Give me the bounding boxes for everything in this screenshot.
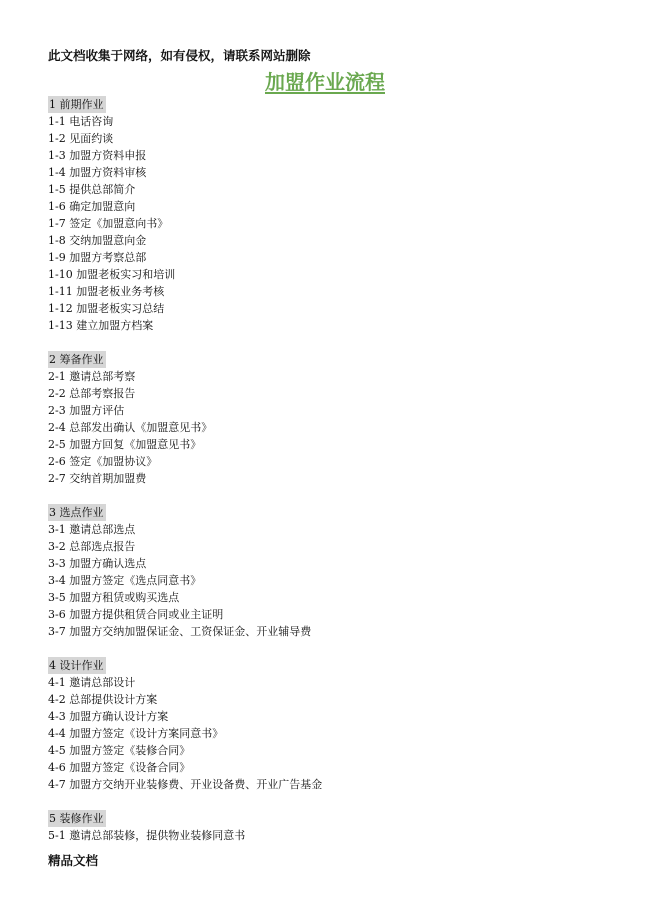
step-item: 1-10 加盟老板实习和培训 <box>48 268 176 281</box>
section-heading: 4 设计作业 <box>49 659 104 672</box>
step-item: 2-7 交纳首期加盟费 <box>48 472 147 485</box>
step-item: 3-1 邀请总部选点 <box>48 523 136 536</box>
header-note: 此文档收集于网络，如有侵权，请联系网站删除 <box>48 48 311 63</box>
step-item: 4-1 邀请总部设计 <box>48 676 136 689</box>
section-preliminary <box>48 96 608 334</box>
step-item: 1-13 建立加盟方档案 <box>48 319 154 332</box>
step-item: 2-1 邀请总部考察 <box>48 370 136 383</box>
document-title: 加盟作业流程 <box>265 70 385 94</box>
section-site-selection <box>48 504 608 640</box>
step-item: 2-2 总部考察报告 <box>48 387 136 400</box>
step-item: 1-7 签定《加盟意向书》 <box>48 217 169 230</box>
section-heading: 3 选点作业 <box>49 506 104 519</box>
step-item: 3-7 加盟方交纳加盟保证金、工资保证金、开业辅导费 <box>48 625 312 638</box>
step-item: 4-6 加盟方签定《设备合同》 <box>48 761 191 774</box>
step-item: 2-4 总部发出确认《加盟意见书》 <box>48 421 213 434</box>
step-item: 3-5 加盟方租赁或购买选点 <box>48 591 180 604</box>
step-item: 1-12 加盟老板实习总结 <box>48 302 165 315</box>
section-design <box>48 657 608 793</box>
step-item: 4-7 加盟方交纳开业装修费、开业设备费、开业广告基金 <box>48 778 323 791</box>
step-item: 2-6 签定《加盟协议》 <box>48 455 158 468</box>
section-renovation <box>48 810 608 844</box>
step-item: 1-4 加盟方资料审核 <box>48 166 147 179</box>
step-item: 3-6 加盟方提供租赁合同或业主证明 <box>48 608 224 621</box>
footer-note: 精品文档 <box>48 853 99 868</box>
step-item: 1-5 提供总部简介 <box>48 183 136 196</box>
section-heading: 2 筹备作业 <box>49 353 104 366</box>
step-item: 2-5 加盟方回复《加盟意见书》 <box>48 438 202 451</box>
process-outline <box>48 96 608 861</box>
step-item: 1-3 加盟方资料申报 <box>48 149 147 162</box>
step-item: 4-5 加盟方签定《装修合同》 <box>48 744 191 757</box>
section-preparation <box>48 351 608 487</box>
step-item: 1-8 交纳加盟意向金 <box>48 234 147 247</box>
section-heading: 5 装修作业 <box>49 812 104 825</box>
step-item: 3-3 加盟方确认选点 <box>48 557 147 570</box>
step-item: 2-3 加盟方评估 <box>48 404 125 417</box>
step-item: 1-9 加盟方考察总部 <box>48 251 147 264</box>
step-item: 1-1 电话咨询 <box>48 115 114 128</box>
step-item: 1-6 确定加盟意向 <box>48 200 136 213</box>
step-item: 3-4 加盟方签定《选点同意书》 <box>48 574 202 587</box>
step-item: 5-1 邀请总部装修，提供物业装修同意书 <box>48 829 246 842</box>
step-item: 4-4 加盟方签定《设计方案同意书》 <box>48 727 224 740</box>
step-item: 3-2 总部选点报告 <box>48 540 136 553</box>
step-item: 1-11 加盟老板业务考核 <box>48 285 165 298</box>
section-heading: 1 前期作业 <box>49 98 104 111</box>
step-item: 4-3 加盟方确认设计方案 <box>48 710 169 723</box>
step-item: 4-2 总部提供设计方案 <box>48 693 158 706</box>
step-item: 1-2 见面约谈 <box>48 132 114 145</box>
